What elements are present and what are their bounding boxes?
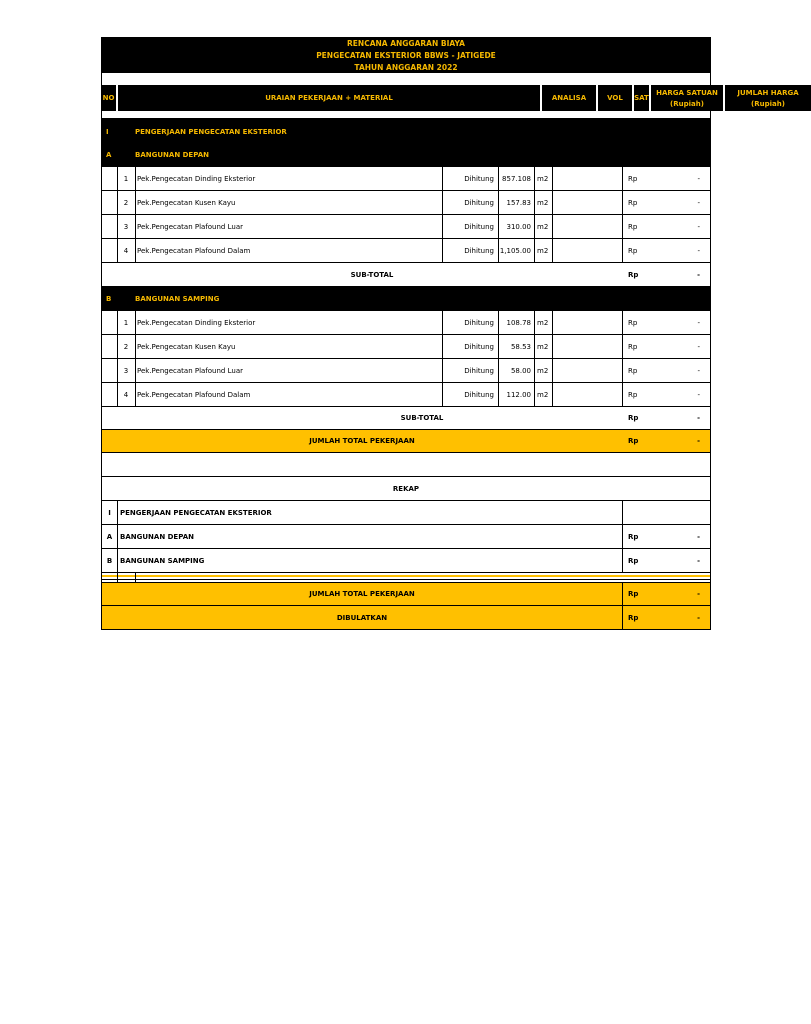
item-unit: m2 bbox=[537, 366, 549, 375]
header-jumlah-harga-line1: JUMLAH HARGA bbox=[737, 88, 799, 97]
column-header-row bbox=[101, 85, 799, 111]
table-row bbox=[101, 239, 711, 263]
item-rp: Rp bbox=[628, 198, 638, 207]
rekap-total-label: JUMLAH TOTAL PEKERJAAN bbox=[309, 590, 415, 598]
item-volume: 1,105.00 bbox=[499, 246, 531, 255]
item-analisa: Dihitung bbox=[464, 174, 494, 183]
rekap-rows bbox=[101, 525, 711, 573]
spacer bbox=[101, 73, 711, 85]
group-a-subtotal-rp: Rp bbox=[628, 270, 639, 279]
item-description: Pek.Pengecatan Dinding Eksterior bbox=[137, 174, 256, 183]
item-no: 2 bbox=[123, 342, 129, 351]
item-analisa: Dihitung bbox=[464, 198, 494, 207]
group-b-subtotal-row bbox=[101, 407, 711, 429]
rekap-section-no: I bbox=[108, 508, 111, 517]
table-row bbox=[101, 167, 711, 191]
item-volume: 112.00 bbox=[506, 390, 531, 399]
rekap-header-row bbox=[101, 477, 711, 501]
rekap-row-rp: Rp bbox=[628, 532, 639, 541]
item-volume: 108.78 bbox=[506, 318, 531, 327]
table-row bbox=[101, 191, 711, 215]
header-harga-satuan-line2: (Rupiah) bbox=[670, 99, 704, 108]
rounded-amount: - bbox=[697, 613, 700, 622]
group-b-subtotal-label: SUB-TOTAL bbox=[400, 414, 444, 422]
section-band bbox=[101, 119, 711, 167]
rekap-total-row bbox=[101, 582, 711, 606]
item-amount: - bbox=[697, 198, 700, 207]
group-a-label: BANGUNAN DEPAN bbox=[135, 151, 209, 159]
section-no: I bbox=[106, 128, 109, 136]
rekap-section-row bbox=[101, 501, 711, 525]
header-harga-satuan-line1: HARGA SATUAN bbox=[656, 88, 718, 97]
rekap-section-label: PENGERJAAN PENGECATAN EKSTERIOR bbox=[120, 508, 272, 517]
rekap-row-rp: Rp bbox=[628, 556, 639, 565]
spacer bbox=[101, 111, 711, 119]
item-unit: m2 bbox=[537, 342, 549, 351]
item-unit: m2 bbox=[537, 198, 549, 207]
rekap-row-amount: - bbox=[697, 556, 700, 565]
table-row bbox=[101, 335, 711, 359]
table-row bbox=[101, 215, 711, 239]
item-no: 1 bbox=[123, 174, 129, 183]
item-amount: - bbox=[697, 246, 700, 255]
header-harga-satuan bbox=[651, 85, 723, 111]
item-rp: Rp bbox=[628, 366, 638, 375]
title-block bbox=[101, 37, 711, 73]
item-volume: 310.00 bbox=[506, 222, 531, 231]
rekap-row-amount: - bbox=[697, 532, 700, 541]
item-unit: m2 bbox=[537, 174, 549, 183]
header-sat: SAT bbox=[634, 85, 649, 111]
item-rp: Rp bbox=[628, 246, 638, 255]
table-row bbox=[101, 383, 711, 407]
title-line-1: RENCANA ANGGARAN BIAYA bbox=[347, 38, 465, 48]
rounded-label: DIBULATKAN bbox=[336, 613, 388, 622]
title-line-3: TAHUN ANGGARAN 2022 bbox=[354, 62, 458, 72]
item-no: 3 bbox=[123, 366, 129, 375]
group-b-no: B bbox=[106, 295, 112, 303]
item-description: Pek.Pengecatan Dinding Eksterior bbox=[137, 318, 256, 327]
item-rp: Rp bbox=[628, 174, 638, 183]
group-b-subtotal-amount: - bbox=[697, 414, 700, 422]
item-no: 4 bbox=[123, 246, 129, 255]
item-description: Pek.Pengecatan Plafound Dalam bbox=[137, 390, 251, 399]
item-amount: - bbox=[697, 390, 700, 399]
rekap-row-no: B bbox=[106, 556, 113, 565]
group-b-band bbox=[101, 287, 711, 311]
header-vol: VOL bbox=[598, 85, 632, 111]
total-row bbox=[101, 429, 711, 453]
group-a-subtotal-amount: - bbox=[697, 270, 700, 279]
item-rp: Rp bbox=[628, 342, 638, 351]
table-row bbox=[101, 311, 711, 335]
item-unit: m2 bbox=[537, 390, 549, 399]
item-unit: m2 bbox=[537, 246, 549, 255]
rekap-row bbox=[101, 549, 711, 573]
group-b-label: BANGUNAN SAMPING bbox=[135, 295, 220, 303]
group-a-items bbox=[101, 167, 711, 263]
item-rp: Rp bbox=[628, 222, 638, 231]
rekap-row-label: BANGUNAN SAMPING bbox=[120, 556, 205, 565]
total-rp: Rp bbox=[628, 437, 639, 445]
item-no: 3 bbox=[123, 222, 129, 231]
item-unit: m2 bbox=[537, 222, 549, 231]
item-rp: Rp bbox=[628, 390, 638, 399]
rounded-rp: Rp bbox=[628, 613, 639, 622]
header-jumlah-harga bbox=[725, 85, 811, 111]
item-rp: Rp bbox=[628, 318, 638, 327]
header-analisa: ANALISA bbox=[542, 85, 596, 111]
item-analisa: Dihitung bbox=[464, 366, 494, 375]
rekap-row-no: A bbox=[106, 532, 113, 541]
rekap-row-label: BANGUNAN DEPAN bbox=[120, 532, 194, 541]
item-volume: 58.00 bbox=[510, 366, 531, 375]
gold-strip bbox=[101, 573, 711, 582]
item-analisa: Dihitung bbox=[464, 246, 494, 255]
item-amount: - bbox=[697, 342, 700, 351]
table-row bbox=[101, 359, 711, 383]
empty-row bbox=[101, 453, 711, 477]
item-amount: - bbox=[697, 366, 700, 375]
item-amount: - bbox=[697, 318, 700, 327]
item-description: Pek.Pengecatan Plafound Luar bbox=[137, 366, 243, 375]
item-description: Pek.Pengecatan Plafound Dalam bbox=[137, 246, 251, 255]
header-uraian: URAIAN PEKERJAAN + MATERIAL bbox=[118, 85, 540, 111]
item-volume: 58.53 bbox=[510, 342, 531, 351]
item-analisa: Dihitung bbox=[464, 342, 494, 351]
rekap-total-rp: Rp bbox=[628, 590, 639, 598]
item-analisa: Dihitung bbox=[464, 390, 494, 399]
group-b-items bbox=[101, 311, 711, 407]
group-a-no: A bbox=[106, 151, 112, 159]
group-a-subtotal-label: SUB-TOTAL bbox=[350, 270, 394, 279]
item-unit: m2 bbox=[537, 318, 549, 327]
title-line-2: PENGECATAN EKSTERIOR BBWS - JATIGEDE bbox=[316, 50, 496, 60]
header-no: NO bbox=[101, 85, 116, 111]
item-description: Pek.Pengecatan Kusen Kayu bbox=[137, 342, 236, 351]
item-no: 1 bbox=[123, 318, 129, 327]
item-description: Pek.Pengecatan Kusen Kayu bbox=[137, 198, 236, 207]
total-amount: - bbox=[697, 437, 700, 445]
item-amount: - bbox=[697, 222, 700, 231]
rekap-total-amount: - bbox=[697, 590, 700, 598]
rekap-label: REKAP bbox=[392, 484, 420, 493]
budget-sheet bbox=[101, 37, 799, 630]
item-volume: 157.83 bbox=[506, 198, 531, 207]
item-no: 4 bbox=[123, 390, 129, 399]
header-jumlah-harga-line2: (Rupiah) bbox=[751, 99, 785, 108]
item-volume: 857.108 bbox=[502, 174, 531, 183]
item-analisa: Dihitung bbox=[464, 318, 494, 327]
section-label: PENGERJAAN PENGECATAN EKSTERIOR bbox=[135, 128, 287, 136]
group-b-subtotal-rp: Rp bbox=[628, 414, 639, 422]
item-analisa: Dihitung bbox=[464, 222, 494, 231]
rekap-row bbox=[101, 525, 711, 549]
item-amount: - bbox=[697, 174, 700, 183]
group-a-subtotal-row bbox=[101, 263, 711, 287]
item-description: Pek.Pengecatan Plafound Luar bbox=[137, 222, 243, 231]
total-label: JUMLAH TOTAL PEKERJAAN bbox=[309, 437, 415, 445]
rounded-row bbox=[101, 606, 711, 630]
item-no: 2 bbox=[123, 198, 129, 207]
